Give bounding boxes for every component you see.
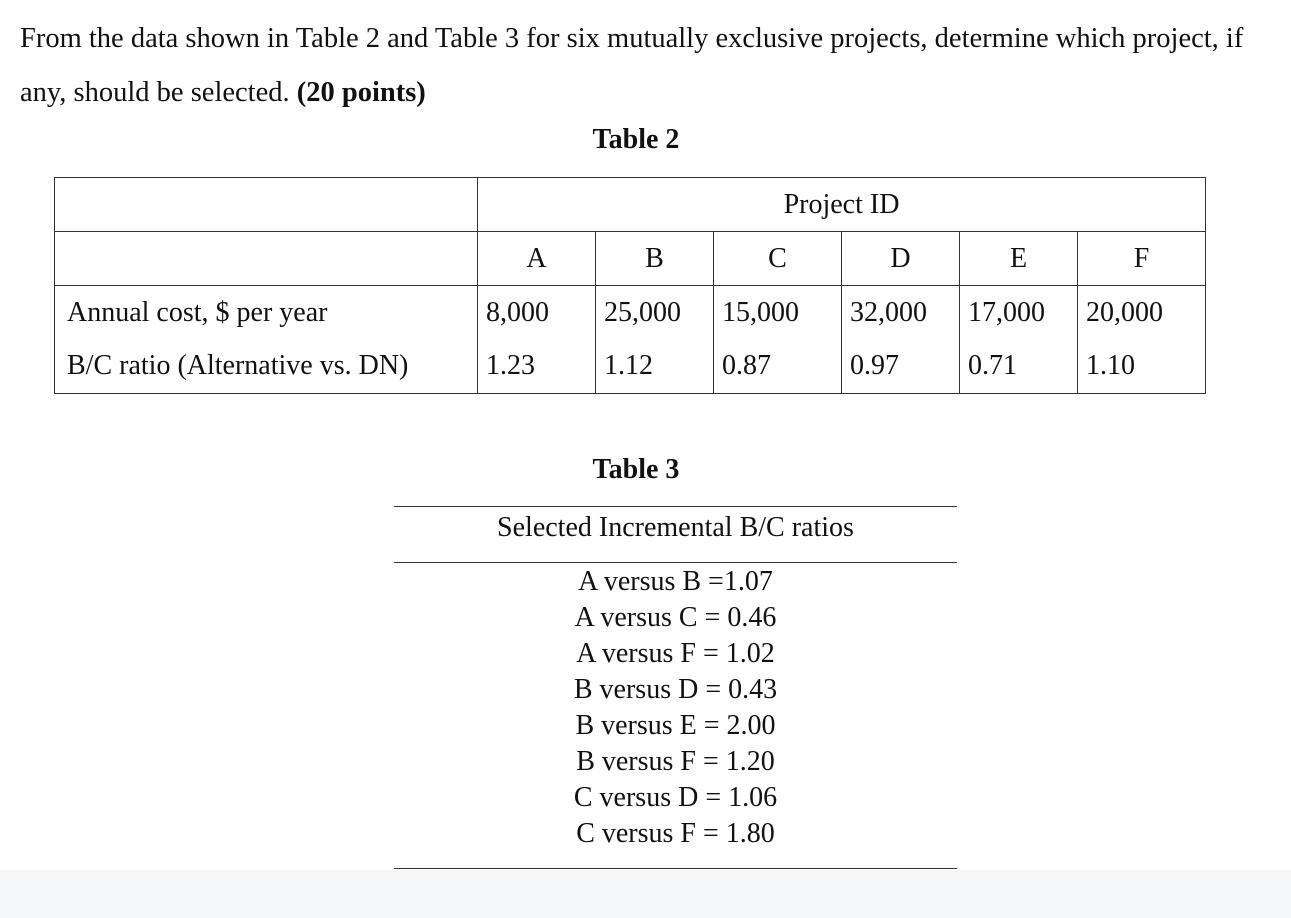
table2 [54,177,1206,394]
table2-cell: 25,000 [596,286,714,340]
list-item: C versus F = 1.80 [576,818,775,849]
table3-caption: Table 3 [592,454,680,485]
table2-cell: 1.10 [1078,340,1206,394]
list-item: A versus F = 1.02 [576,638,775,669]
table2-row-label: B/C ratio (Alternative vs. DN) [55,340,478,394]
table3-list [394,564,957,852]
table2-cell: 0.97 [842,340,960,394]
table2-col-header: C [714,232,842,286]
question-text [20,12,1280,120]
table3-header-rule [394,562,957,563]
table2-col-header: B [596,232,714,286]
table2-row-label: Annual cost, $ per year [55,286,478,340]
table2-cell: 1.23 [478,340,596,394]
table2-col-header: F [1078,232,1206,286]
list-item: B versus D = 0.43 [573,674,778,705]
table2-corner-cell-2 [55,232,478,286]
table3-header: Selected Incremental B/C ratios [497,512,854,543]
page-footer-band [0,870,1291,918]
table2-col-header: E [960,232,1078,286]
list-item: A versus B =1.07 [578,566,773,597]
table2-col-header: D [842,232,960,286]
table-row [55,286,1206,340]
list-item: A versus C = 0.46 [574,602,777,633]
table2-cell: 0.71 [960,340,1078,394]
table2-cell: 20,000 [1078,286,1206,340]
table2-caption: Table 2 [592,124,680,155]
question-body: From the data shown in Table 2 and Table 3 for six mutually exclusive projects, determine which project, if any, should be selected. [20,23,1244,108]
table2-group-header-row [55,178,1206,232]
table3-top-rule [394,506,957,507]
table2-col-header: A [478,232,596,286]
table3-bottom-rule [394,868,957,869]
list-item: C versus D = 1.06 [573,782,778,813]
table-row [55,340,1206,394]
table2-cell: 0.87 [714,340,842,394]
table2-cell: 32,000 [842,286,960,340]
list-item: B versus E = 2.00 [575,710,776,741]
question-points: (20 points) [296,77,426,108]
list-item: B versus F = 1.20 [576,746,775,777]
table2-corner-cell [55,178,478,232]
table2-cell: 8,000 [478,286,596,340]
table2-cell: 1.12 [596,340,714,394]
table2-cell: 17,000 [960,286,1078,340]
table2-cell: 15,000 [714,286,842,340]
table2-column-header-row [55,232,1206,286]
table2-group-header: Project ID [478,178,1206,232]
